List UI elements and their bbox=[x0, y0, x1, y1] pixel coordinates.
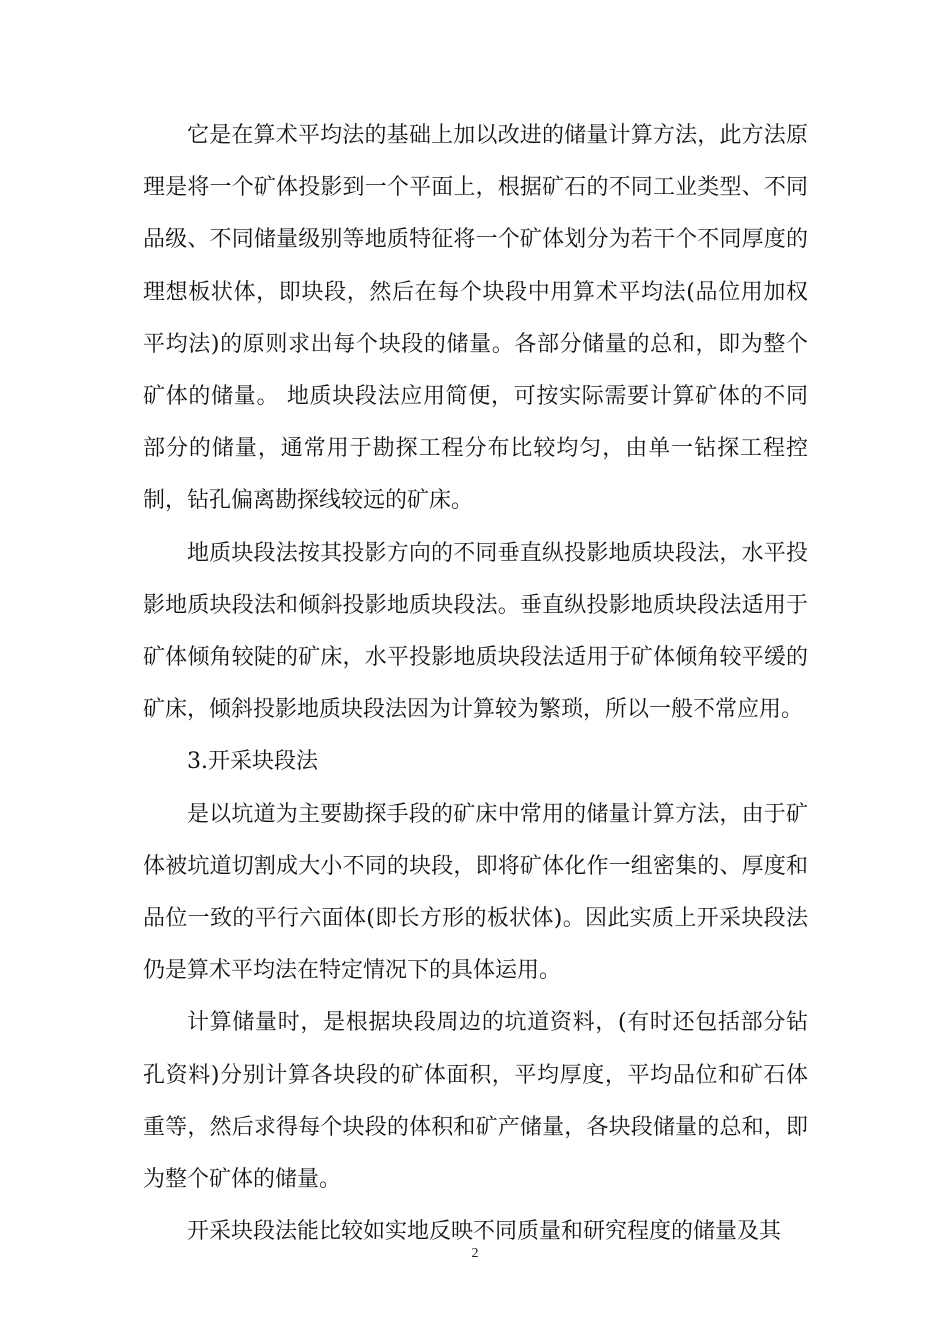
document-body bbox=[143, 110, 808, 1258]
paragraph-mining-block-definition: 是以坑道为主要勘探手段的矿床中常用的储量计算方法，由于矿体被坑道切割成大小不同的块段，即将矿体化作一组密集的、厚度和品位一致的平行六面体(即长方形的板状体)。因此实质上开采块段法仍是算术平均法在特定情况下的具体运用。 bbox=[143, 801, 808, 984]
paragraph-projection-types: 地质块段法按其投影方向的不同垂直纵投影地质块段法，水平投影地质块段法和倾斜投影地质块段法。垂直纵投影地质块段法适用于矿体倾角较陡的矿床，水平投影地质块段法适用于矿体倾角较平缓的矿床，倾斜投影地质块段法因为计算较为繁琐，所以一般不常应用。 bbox=[143, 540, 808, 723]
page-number: 2 bbox=[471, 1246, 479, 1261]
paragraph-reserve-calculation: 计算储量时，是根据块段周边的坑道资料，(有时还包括部分钻孔资料)分别计算各块段的矿体面积，平均厚度，平均品位和矿石体重等，然后求得每个块段的体积和矿产储量，各块段储量的总和，即为整个矿体的储量。 bbox=[143, 1010, 808, 1193]
section-heading-mining-block-method: 3.开采块段法 bbox=[187, 749, 318, 775]
paragraph-geological-block-method: 它是在算术平均法的基础上加以改进的储量计算方法，此方法原理是将一个矿体投影到一个平面上，根据矿石的不同工业类型、不同品级、不同储量级别等地质特征将一个矿体划分为若干个不同厚度的理想板状体，即块段，然后在每个块段中用算术平均法(品位用加权平均法)的原则求出每个块段的储量。各部分储量的总和，即为整个矿体的储量。 地质块段法应用简便，可按实际需要计算矿体的不同部分的储量，通常用于勘探工程分布比较均匀，由单一钻探工程控制，钻孔偏离勘探线较远的矿床。 bbox=[143, 123, 808, 514]
paragraph-mining-block-advantages: 开采块段法能比较如实地反映不同质量和研究程度的储量及其 bbox=[187, 1219, 782, 1245]
